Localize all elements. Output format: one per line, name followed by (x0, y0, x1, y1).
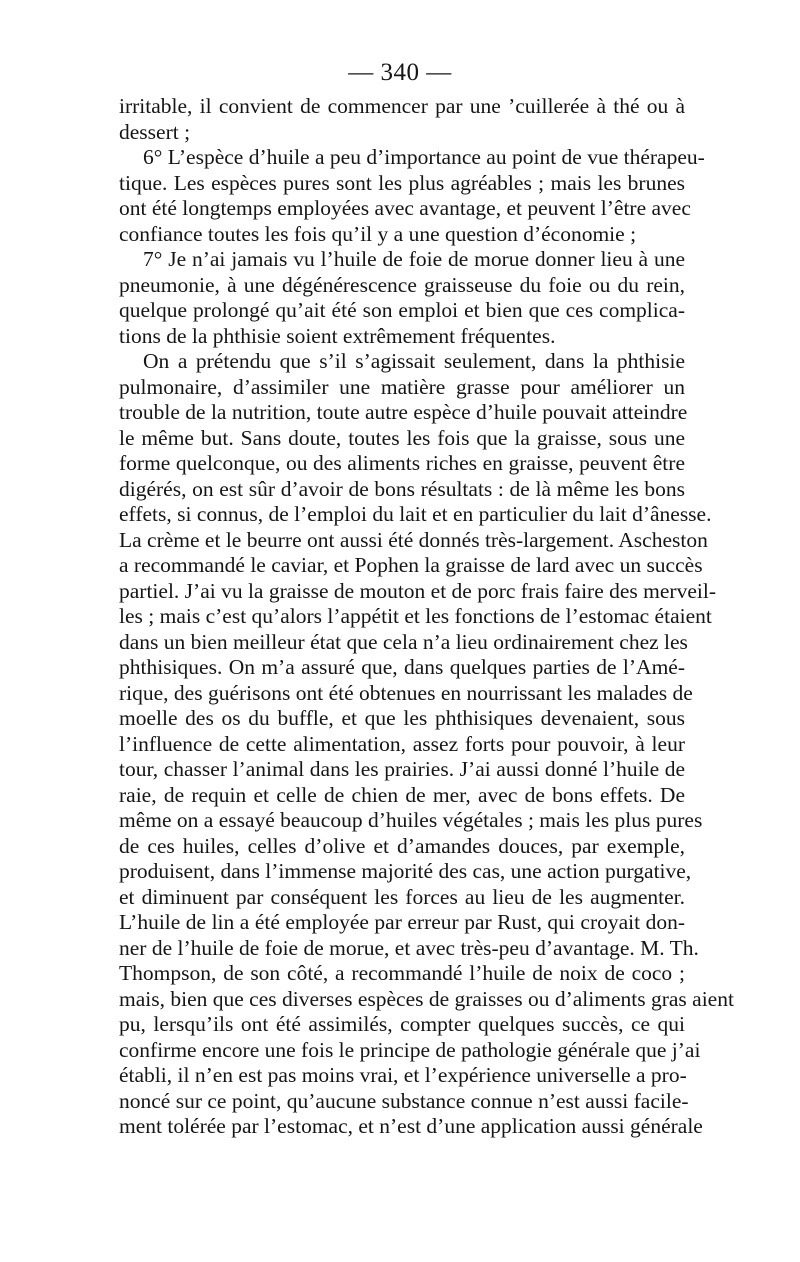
text-line: confiance toutes les fois qu’il y a une question d’économie ; (119, 221, 637, 246)
text-line: tique. Les espèces pures sont les plus agréables ; mais les brunes (119, 170, 685, 195)
text-line: effets, si connus, de l’emploi du lait et en particulier du lait d’ânesse. (119, 502, 712, 526)
text-line: pneumonie, à une dégénérescence graisseuse du foie ou du rein, (119, 272, 685, 297)
text-line: produisent, dans l’immense majorité des cas, une action purgative, (119, 859, 692, 883)
text-line: irritable, il convient de commencer par une ’cuillerée à thé ou à (119, 94, 685, 118)
text-line: pu, lersqu’ils ont été assimilés, compter quelques succès, ce qui (119, 1012, 685, 1036)
text-line: phthisiques. On m’a assuré que, dans quelques parties de l’Amé- (119, 655, 685, 679)
text-line: le même but. Sans doute, toutes les fois que la graisse, sous une (119, 425, 685, 450)
text-line: rique, des guérisons ont été obtenues en nourrissant les malades de (119, 680, 693, 705)
text-line: quelque prolongé qu’ait été son emploi et bien que ces complica- (119, 298, 685, 322)
text-line: L’huile de lin a été employée par erreur par Rust, qui croyait don- (119, 910, 685, 934)
text-line: confirme encore une fois le principe de pathologie générale que j’ai (119, 1037, 701, 1062)
text-line: dessert ; (119, 119, 191, 144)
text-line: tions de la phthisie soient extrêmement fréquentes. (119, 323, 556, 348)
text-line: pulmonaire, d’assimiler une matière grasse pour améliorer un (119, 374, 685, 399)
body-text (119, 94, 734, 1140)
text-line: même on a essayé beaucoup d’huiles végétales ; mais les plus pures (119, 808, 703, 832)
text-line: tour, chasser l’animal dans les prairies. J’ai aussi donné l’huile de (119, 757, 685, 781)
text-line: noncé sur ce point, qu’aucune substance connue n’est aussi facile- (119, 1088, 689, 1113)
text-line: raie, de requin et celle de chien de mer, avec de bons effets. De (119, 782, 685, 807)
text-line: Thompson, de son côté, a recommandé l’huile de noix de coco ; (119, 961, 685, 985)
text-line: ont été longtemps employées avec avantage, et peuvent l’être avec (119, 196, 691, 220)
text-line: partiel. J’ai vu la graisse de mouton et de porc frais faire des merveil- (119, 578, 716, 603)
text-line: trouble de la nutrition, toute autre espèce d’huile pouvait atteindre (119, 400, 688, 424)
text-line: mais, bien que ces diverses espèces de graisses ou d’aliments gras aient (119, 986, 734, 1011)
text-line: moelle des os du buffle, et que les phthisiques devenaient, sous (119, 706, 685, 730)
text-line: l’influence de cette alimentation, assez forts pour pouvoir, à leur (119, 731, 685, 756)
text-line: les ; mais c’est qu’alors l’appétit et les fonctions de l’estomac étaient (119, 604, 712, 628)
text-line: ment tolérée par l’estomac, et n’est d’une application aussi générale (119, 1114, 703, 1138)
text-line: La crème et le beurre ont aussi été donnés très-largement. Ascheston (119, 527, 708, 552)
text-line: établi, il n’en est pas moins vrai, et l’expérience universelle a pro- (119, 1063, 687, 1087)
text-line: et diminuent par conséquent les forces au lieu de les augmenter. (119, 884, 685, 909)
text-line: digérés, on est sûr d’avoir de bons résultats : de là même les bons (119, 476, 685, 501)
text-line: de ces huiles, celles d’olive et d’amandes douces, par exemple, (119, 833, 685, 858)
text-line: dans un bien meilleur état que cela n’a lieu ordinairement chez les (119, 629, 688, 654)
text-line: 6° L’espèce d’huile a peu d’importance au point de vue thérapeu- (143, 145, 705, 169)
text-line: ner de l’huile de foie de morue, et avec très-peu d’avantage. M. Th. (119, 935, 699, 960)
text-line: forme quelconque, ou des aliments riches en graisse, peuvent être (119, 451, 685, 475)
text-line: 7° Je n’ai jamais vu l’huile de foie de morue donner lieu à une (143, 247, 685, 271)
text-line: a recommandé le caviar, et Pophen la graisse de lard avec un succès (119, 553, 703, 577)
page-number: — 340 — (348, 59, 452, 86)
text-line: On a prétendu que s’il s’agissait seulement, dans la phthisie (143, 349, 685, 373)
